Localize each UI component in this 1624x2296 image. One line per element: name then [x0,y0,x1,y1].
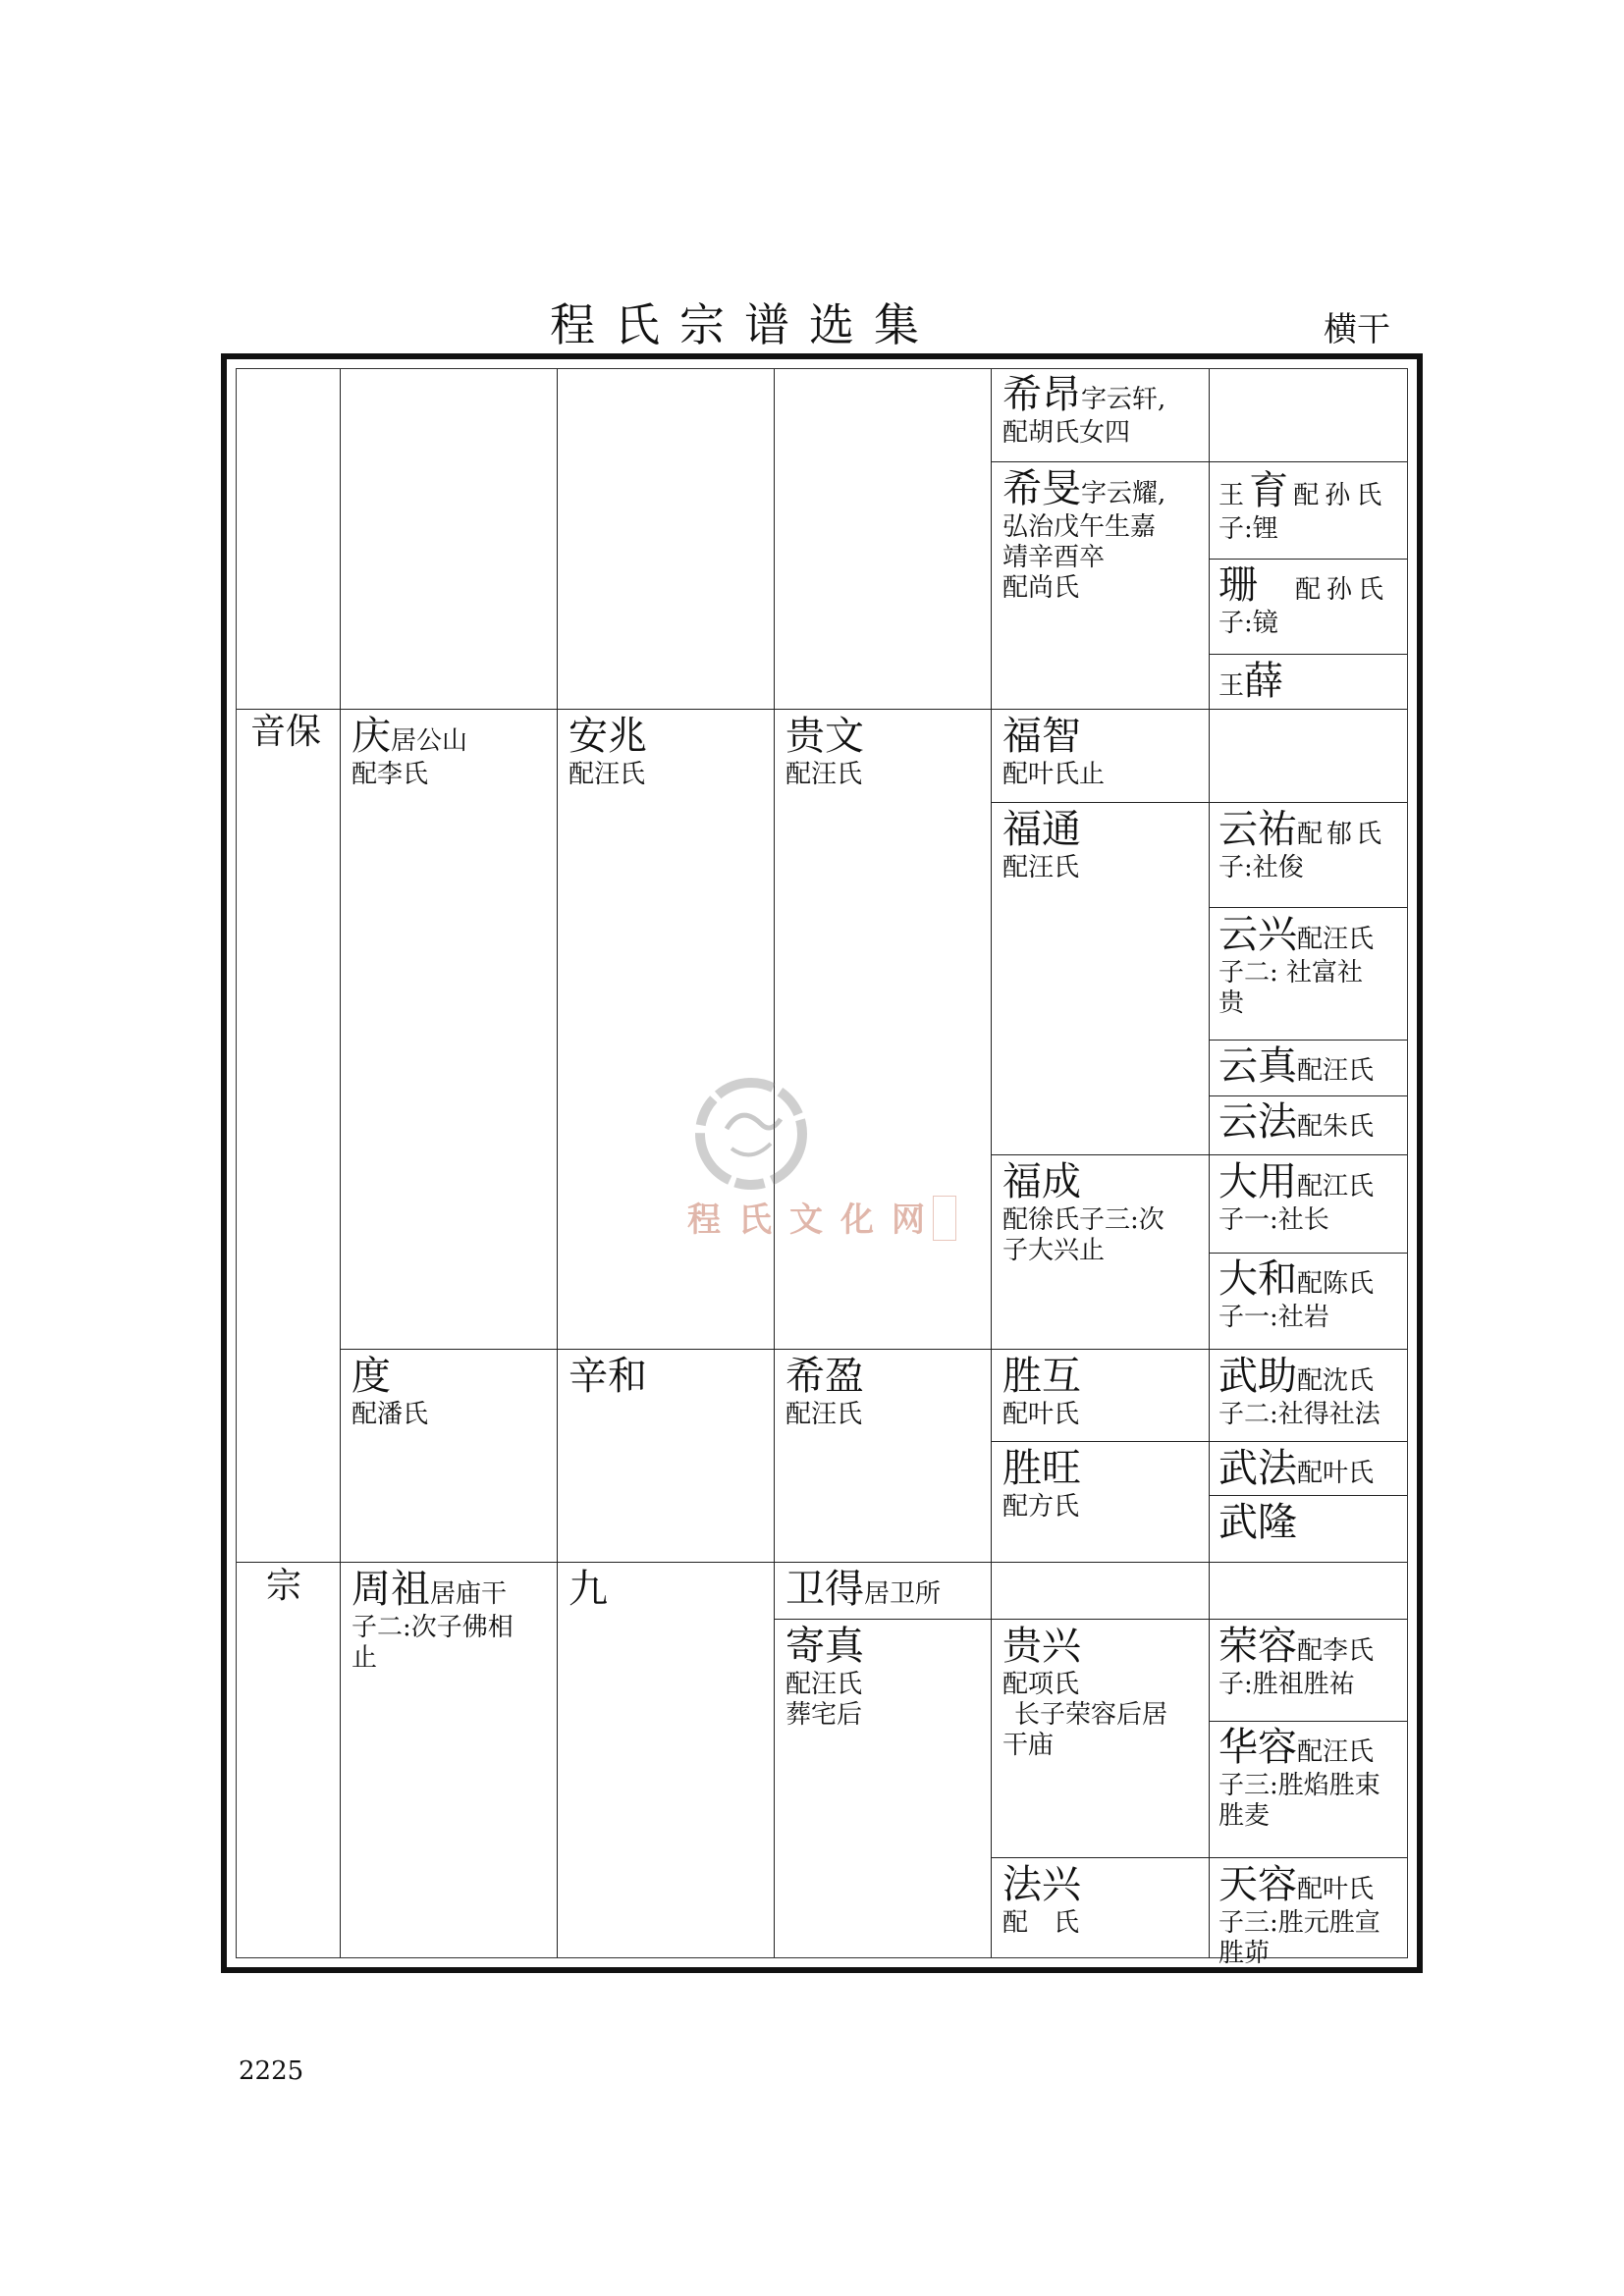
person-note: 居公山 [391,726,468,756]
person-name: 云真 [1218,1043,1297,1089]
branch-zong: 宗 [266,1566,302,1606]
person-name: 度 [352,1354,391,1399]
row-divider-du [340,1349,1407,1350]
person-name: 贵兴 [1002,1624,1081,1669]
person-shenghu [1002,1353,1204,1430]
person-tianrong [1218,1861,1415,1969]
person-note: 子:镜 [1218,609,1278,638]
person-note: 配叶氏 [1002,1400,1080,1429]
person-futong [1002,806,1204,883]
person-weide [785,1566,987,1613]
person-name: 武助 [1218,1354,1297,1399]
person-guiwen [785,713,982,790]
person-dahe [1218,1255,1415,1333]
row-divider-yinbao [237,709,1407,710]
person-xiying [785,1353,982,1430]
person-name: 希盈 [785,1354,864,1399]
col-divider-4 [991,369,992,1957]
person-name: 薛 [1244,659,1284,704]
person-jizhen [785,1623,982,1731]
person-yunxing [1218,911,1415,1019]
person-name: 九 [568,1567,608,1612]
person-name: 贵文 [785,714,864,759]
person-fucheng [1002,1158,1204,1266]
person-shengwang [1002,1445,1204,1522]
person-jiu [568,1566,765,1613]
row-divider-guixing [774,1619,1407,1620]
person-name: 胜旺 [1002,1446,1081,1491]
person-note: 居庙干 [430,1579,508,1609]
table-inner-border [236,368,1408,1969]
person-prefix: 王 [1218,671,1245,701]
person-note: 配叶氏 [1297,1875,1375,1904]
person-note: 配陈氏 [1297,1269,1375,1299]
person-note: 子一:社长 [1218,1205,1329,1235]
person-name: 云兴 [1218,912,1297,957]
person-note: 配孙氏 [1295,575,1390,605]
page-header-location: 横干 [1324,310,1390,349]
person-yunzhen [1218,1042,1415,1090]
person-wulong [1218,1499,1415,1546]
person-name: 武法 [1218,1446,1297,1491]
person-note: 子二: 社富社 [1218,958,1364,988]
person-note: 配朱氏 [1297,1112,1375,1142]
person-qing [352,713,548,790]
person-yunfa [1218,1098,1415,1146]
row-divider-faxing [991,1857,1407,1858]
person-name: 云法 [1218,1099,1297,1145]
person-note: 字云轩, [1081,385,1166,414]
person-note: 配潘氏 [352,1400,429,1429]
person-note: 配汪氏 [785,760,863,789]
person-note: 配郁氏 [1297,820,1386,849]
watermark-seal-icon [687,1070,815,1198]
person-note: 配徐氏子三:次 [1002,1205,1164,1235]
person-note: 长子荣容后居 [1014,1700,1168,1731]
person-note: 子一:社岩 [1218,1303,1329,1332]
person-note: 配项氏 [1002,1670,1080,1699]
person-note: 配李氏 [352,760,429,789]
row-divider-futong [991,802,1407,803]
col5-divider-xue [1209,654,1407,655]
col-divider-5 [1209,369,1210,1957]
col5-divider-yunxing [1209,907,1407,908]
person-name: 法兴 [1002,1862,1081,1907]
person-note: 配胡氏女四 [1002,418,1131,448]
person-note: 配叶氏止 [1002,760,1106,789]
person-note: 配 氏 [1002,1908,1080,1938]
genealogy-table [221,353,1423,1973]
person-xue [1218,658,1415,705]
person-note: 字云耀, [1081,479,1166,508]
person-note: 贵 [1218,988,1245,1019]
person-note: 配汪氏 [568,760,646,789]
person-name: 珊 [1218,562,1258,608]
person-note: 配方氏 [1002,1492,1080,1522]
person-du [352,1353,548,1430]
person-xiang [1002,371,1204,449]
col5-divider-yunzhen [1209,1040,1407,1041]
person-wuzhu [1218,1353,1415,1430]
person-rongrong [1218,1623,1415,1700]
person-name: 胜互 [1002,1354,1081,1399]
person-yunyou [1218,806,1415,883]
person-name: 福成 [1002,1159,1081,1204]
row-divider-xiyan [991,461,1407,462]
person-name: 大用 [1218,1159,1297,1204]
person-note: 胜麦 [1218,1801,1271,1832]
person-name: 卫得 [785,1567,864,1612]
person-note: 居卫所 [864,1579,942,1609]
person-note: 配叶氏 [1297,1459,1375,1488]
person-guixing [1002,1623,1204,1762]
person-dayong [1218,1158,1415,1236]
person-note: 子:锂 [1218,514,1278,544]
person-note: 子:胜祖胜祐 [1218,1670,1355,1699]
person-note: 配孙氏 [1293,481,1388,510]
branch-yinbao: 音保 [250,712,322,752]
person-note: 干庙 [1002,1731,1055,1761]
watermark-small-seal-icon [933,1196,956,1241]
person-name: 育 [1249,468,1289,513]
page-number: 2225 [239,2056,304,2086]
person-note: 配沈氏 [1297,1366,1375,1396]
row-divider-shengwang [991,1441,1407,1442]
col-divider-1 [340,369,341,1957]
person-note: 子二:社得社法 [1218,1400,1380,1429]
person-name: 周祖 [352,1567,430,1612]
person-note: 子:社俊 [1218,853,1304,882]
person-name: 云祐 [1218,807,1297,852]
col5-divider-shan [1209,559,1407,560]
person-name: 华容 [1218,1725,1297,1770]
person-name: 福通 [1002,807,1081,852]
person-name: 武隆 [1218,1500,1297,1545]
person-note: 胜茆 [1218,1939,1271,1969]
person-name: 辛和 [568,1354,647,1399]
col5-divider-huarong [1209,1721,1407,1722]
person-note: 配汪氏 [785,1400,863,1429]
person-wufa [1218,1445,1415,1492]
person-note: 配汪氏 [1297,1737,1375,1767]
person-name: 寄真 [785,1624,864,1669]
person-xiyan [1002,465,1204,605]
person-name: 希昂 [1002,372,1081,417]
person-huarong [1218,1724,1415,1832]
person-prefix: 王 [1218,481,1245,510]
person-note: 子三:胜焰胜束 [1218,1771,1380,1800]
watermark-text: 程氏文化网 [687,1201,943,1240]
person-note: 配汪氏 [1297,925,1375,954]
person-name: 荣容 [1218,1624,1297,1669]
person-note: 子二:次子佛相 [352,1613,514,1642]
col5-divider-dahe [1209,1253,1407,1254]
person-note: 配汪氏 [785,1670,863,1699]
col5-divider-wulong [1209,1495,1407,1496]
person-note: 葬宅后 [785,1700,863,1731]
person-note: 配江氏 [1297,1172,1375,1201]
person-note: 子大兴止 [1002,1236,1106,1266]
page-header-title: 程氏宗谱选集 [550,298,939,351]
col5-divider-yunfa [1209,1095,1407,1096]
person-xinhe [568,1353,765,1400]
person-anzhao [568,713,765,790]
person-note: 配汪氏 [1002,853,1080,882]
person-zhouzu [352,1566,553,1674]
person-note: 弘治戊午生嘉 [1002,512,1157,542]
person-yu [1218,467,1415,545]
person-shan [1218,561,1415,639]
person-note: 配尚氏 [1002,573,1080,604]
row-divider-zong [237,1562,1407,1563]
person-name: 天容 [1218,1862,1297,1907]
person-note: 配李氏 [1297,1636,1375,1666]
person-note: 子三:胜元胜宣 [1218,1908,1380,1938]
person-faxing [1002,1861,1204,1939]
person-note: 配汪氏 [1297,1056,1375,1086]
person-fuzhi [1002,713,1204,790]
person-note: 靖辛酉卒 [1002,543,1106,573]
person-name: 安兆 [568,714,647,759]
person-name: 希旻 [1002,466,1081,511]
person-name: 大和 [1218,1256,1297,1302]
row-divider-fucheng [991,1154,1407,1155]
col-divider-2 [557,369,558,1957]
person-name: 福智 [1002,714,1081,759]
person-name: 庆 [352,714,391,759]
person-note: 止 [352,1643,378,1674]
